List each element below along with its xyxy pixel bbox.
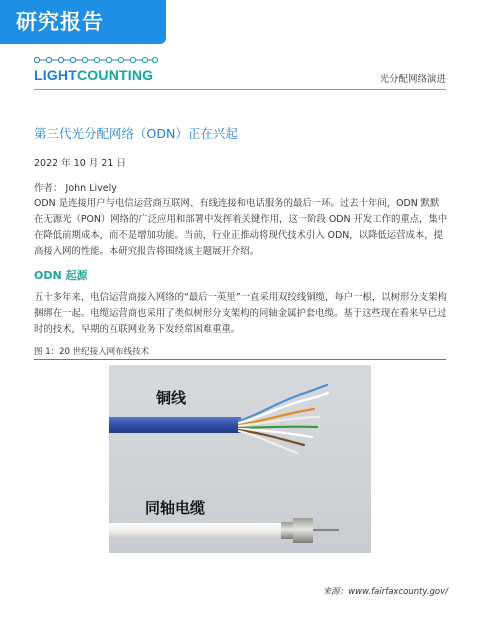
report-badge: 研究报告 <box>0 0 166 44</box>
intro-paragraph: ODN 是连接用户与电信运营商互联网、有线连接和电话服务的最后一环。过去十年间，ODN 默默在无源光（PON）网络的广泛应用和部署中发挥着关键作用，这一阶段 ODN 开发工作的重点，集中在降低前期成本，而不是增加功能。当前，行业正推动将现代技术引入 ODN，以降低运营成本，提高接入网的性能。本研究报告将围绕该主题展开介绍。 <box>34 198 448 257</box>
document-author: 作者： John Lively <box>34 183 117 194</box>
figure-caption: 图 1：20 世纪接入网布线技术 <box>34 347 150 357</box>
logo-wordmark <box>34 67 153 83</box>
logo-dots-graphic <box>34 56 158 64</box>
coax-cable-jacket <box>109 523 281 538</box>
logo-light-text: LIGHT <box>34 67 77 83</box>
cable-illustration <box>109 365 371 553</box>
section-heading: ODN 起源 <box>34 269 88 282</box>
copper-cable-jacket <box>109 417 241 433</box>
coax-connector-body <box>293 518 313 543</box>
cable-photo <box>109 365 371 553</box>
logo-counting-text: COUNTING <box>77 67 154 83</box>
lightcounting-logo <box>34 56 158 86</box>
figure-divider <box>34 359 446 360</box>
coax-connector-nut <box>281 522 293 539</box>
header-subject: 光分配网络演进 <box>379 74 446 85</box>
copper-wire-label: 铜线 <box>156 389 187 407</box>
document-date: 2022 年 10 月 21 日 <box>34 158 126 169</box>
document-title: 第三代光分配网络（ODN）正在兴起 <box>34 126 238 141</box>
coax-cable-label: 同轴电缆 <box>145 499 206 517</box>
figure-source: 来源：www.fairfaxcounty.gov/ <box>322 587 448 597</box>
header-divider <box>34 89 446 90</box>
section-paragraph: 五十多年来，电信运营商接入网络的“最后一英里”一直采用双绞线铜缆，每户一根，以树形分支架构捆绑在一起。电缆运营商也采用了类似树形分支架构的同轴金属护套电缆。基于这些现在看来早已过时的技术，早期的互联网业务下发经常困难重重。 <box>34 292 447 335</box>
